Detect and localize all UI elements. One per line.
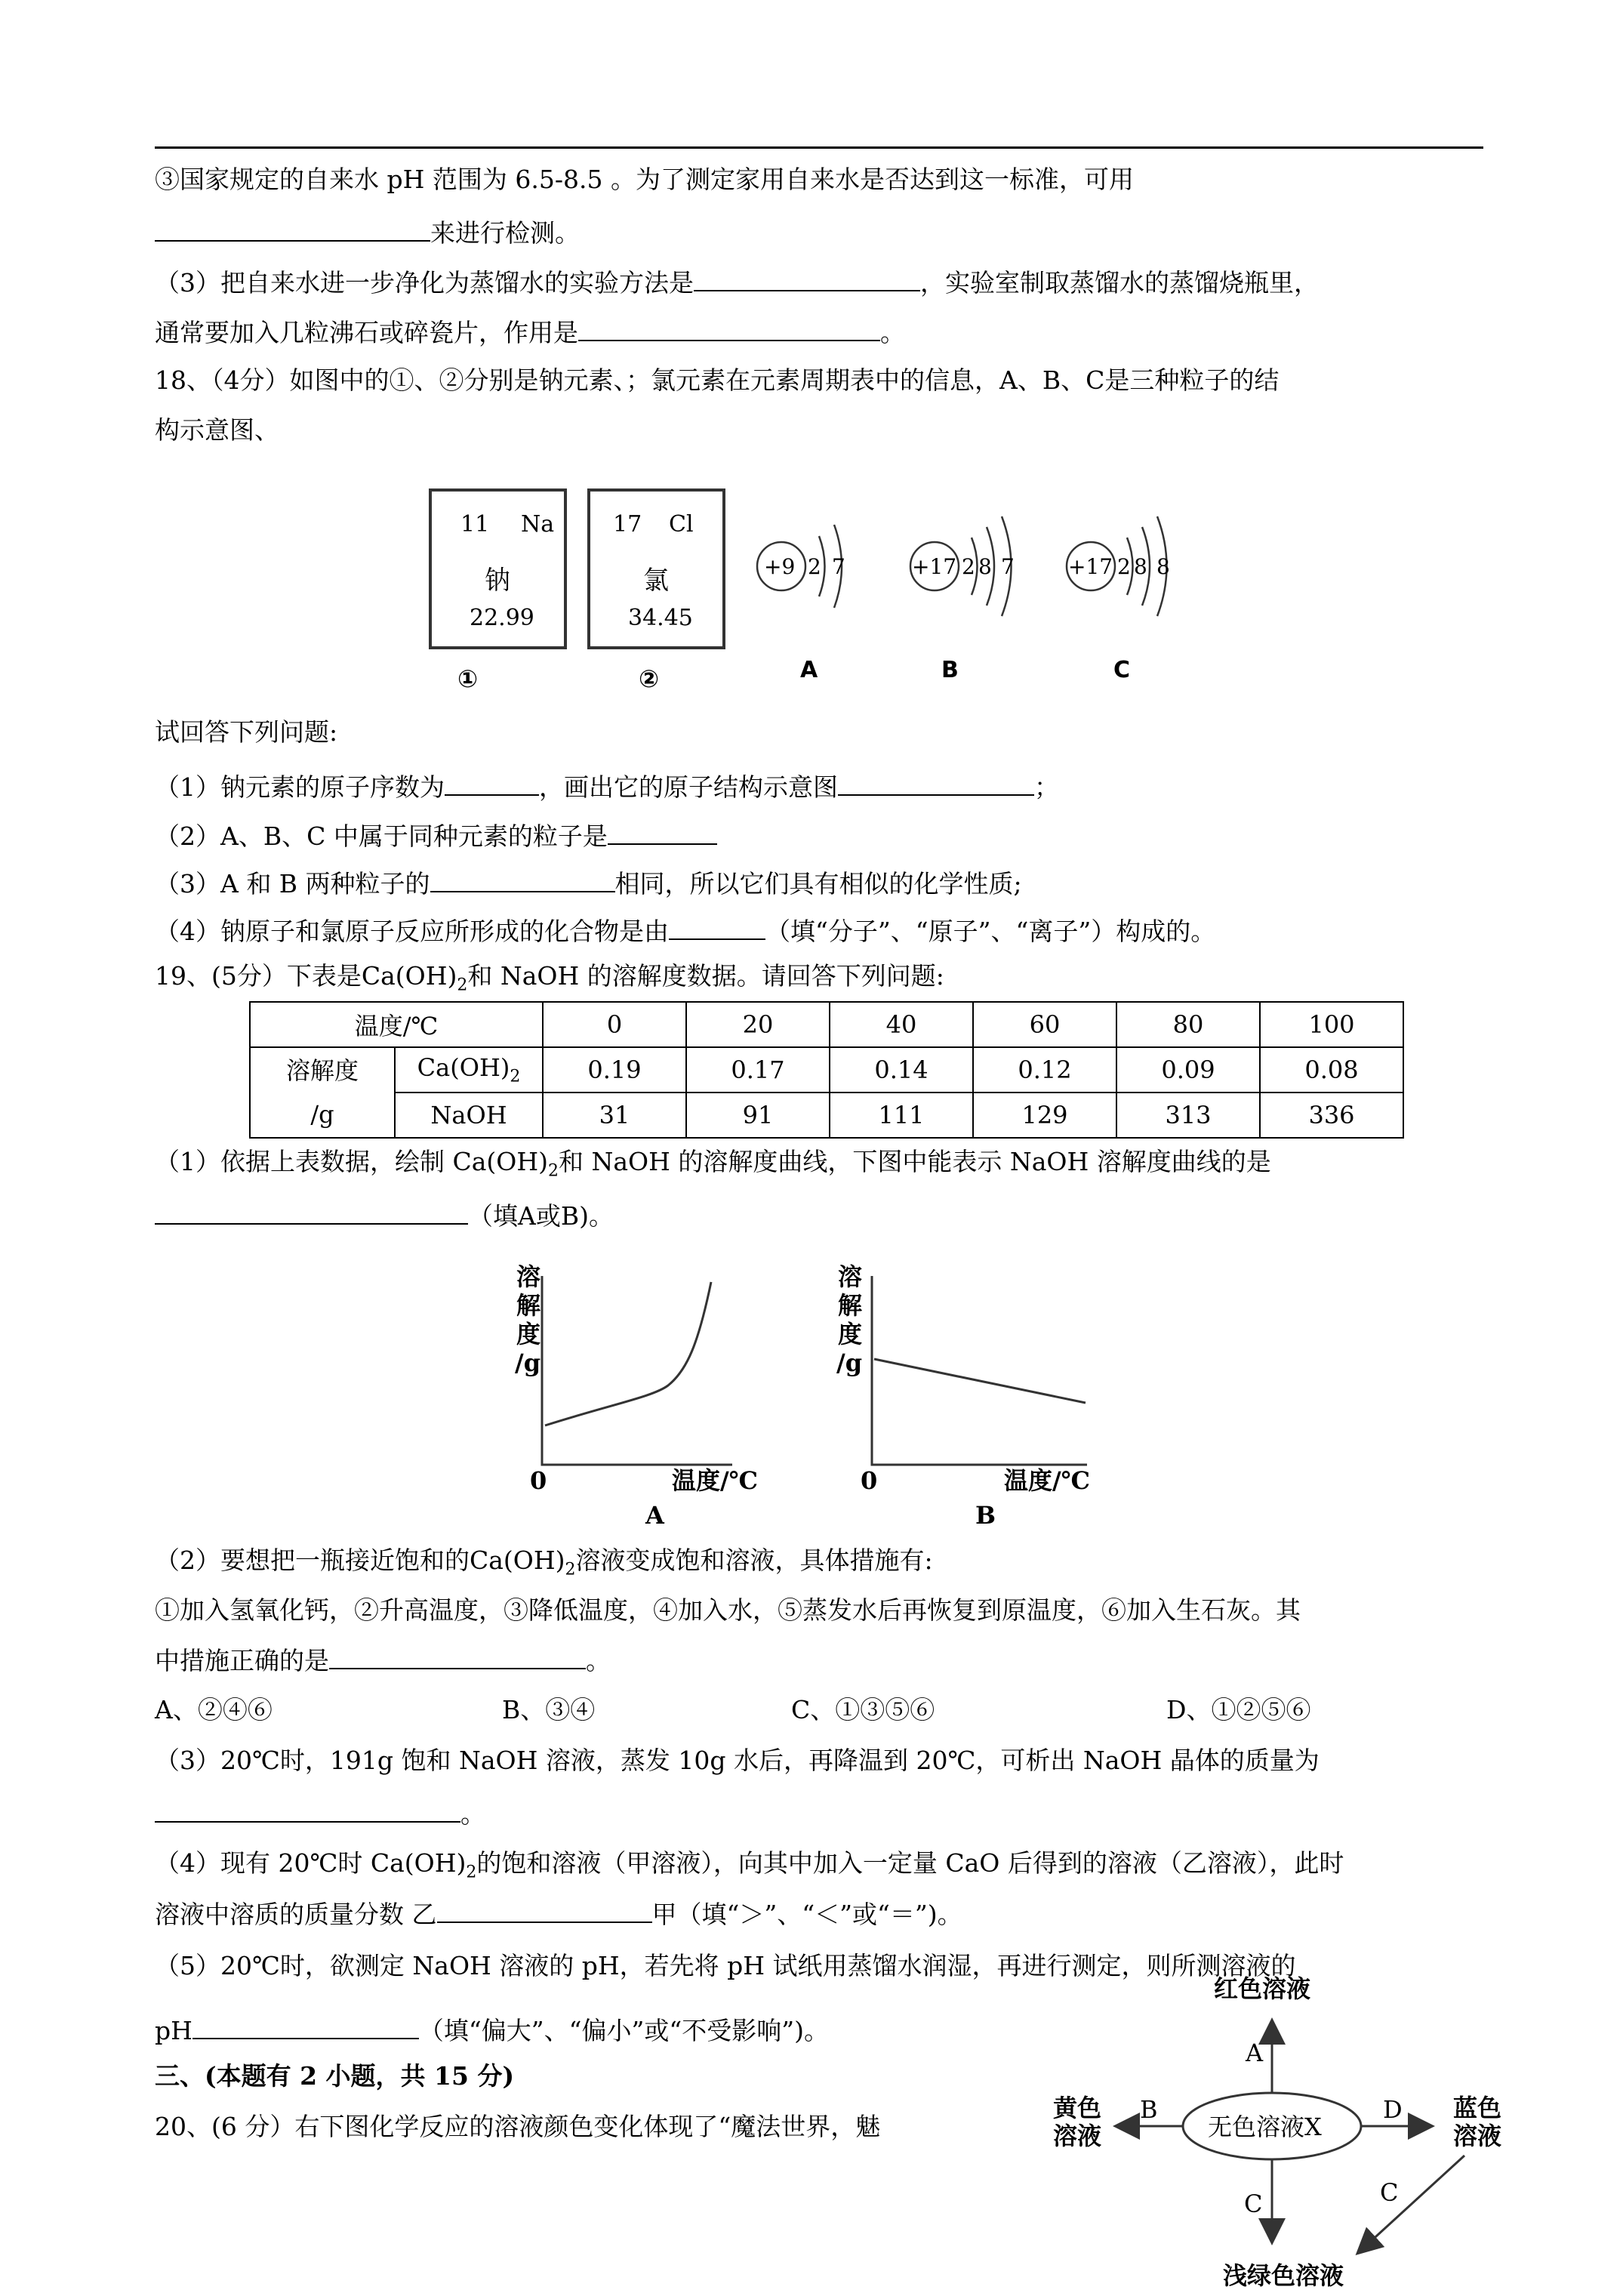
atom-c-shell-1: 2: [1117, 554, 1131, 579]
svg-text:A: A: [645, 1501, 664, 1530]
q19-part3: （3）20℃时，191g 饱和 NaOH 溶液，蒸发 10g 水后，再降温到 20℃，可析出 NaOH 晶体的质量为: [155, 1746, 1320, 1775]
choice-d[interactable]: D、①②⑤⑥: [1166, 1695, 1311, 1724]
q19-stem: 19、(5分）下表是$Ca(OH)_2$和 NaOH 的溶解度数据。请回答下列问题:: [155, 961, 944, 995]
q19-part3-2: 。: [155, 1795, 485, 1831]
card-label-1: ①: [457, 664, 479, 693]
q18-part4: （4）钠原子和氯原子反应所形成的化合物是由 （填“分子”、“原子”、“离子”）构成的。: [155, 913, 1215, 948]
atom-structure-diagrams: [747, 483, 1230, 695]
arrow-a-label: A: [1246, 2039, 1264, 2067]
table-row: 温度/℃ 0 20 40 60 80 100: [250, 1002, 1403, 1047]
blue-solution-1: 蓝色: [1453, 2094, 1502, 2122]
q18-stem: 18、（4分）如图中的①、②分别是钠元素、；氯元素在元素周期表中的信息，A、B、C是三种粒子的结: [155, 365, 1280, 395]
periodic-card-cl: 17 Cl 氯 34.45: [587, 488, 725, 649]
atom-b-shell-1: 2: [962, 554, 975, 579]
svg-text:0: 0: [861, 1466, 878, 1495]
q19-part1-2: （填A或B)。: [155, 1197, 614, 1233]
answer-blank[interactable]: [669, 913, 765, 940]
solubility-table: [249, 1001, 1404, 1139]
atom-b-shell-3: 7: [1001, 554, 1015, 579]
q19-part4: （4）现有 20℃时 $Ca(OH)_2$的饱和溶液（甲溶液），向其中加入一定量 CaO 后得到的溶液（乙溶液），此时: [155, 1848, 1344, 1882]
tap-water-ph-line: ③国家规定的自来水 pH 范围为 6.5-8.5 。为了测定家用自来水是否达到这一标准，可用: [155, 165, 1134, 194]
svg-text:溶: 溶: [516, 1262, 541, 1291]
q19-part4-2: 溶液中溶质的质量分数 乙 甲（填“＞”、“＜”或“＝”)。: [155, 1896, 962, 1931]
choice-c[interactable]: C、①③⑤⑥: [791, 1695, 935, 1724]
answer-blank[interactable]: [155, 214, 430, 242]
svg-text:温度/℃: 温度/℃: [672, 1466, 759, 1495]
q18-part3: （3）A 和 B 两种粒子的 相同，所以它们具有相似的化学性质;: [155, 865, 1022, 901]
atom-c-label: C: [1113, 657, 1131, 683]
atom-c-nucleus: +17: [1068, 554, 1113, 579]
solubility-label: 溶解度 /g: [250, 1047, 395, 1138]
answer-blank[interactable]: [578, 314, 880, 341]
answer-blank[interactable]: [192, 2012, 419, 2039]
blue-solution-2: 溶液: [1453, 2122, 1502, 2150]
solubility-graphs: [506, 1253, 1140, 1533]
svg-text:度: 度: [516, 1320, 541, 1348]
q19-part1: （1）依据上表数据，绘制 $Ca(OH)_2$和 NaOH 的溶解度曲线，下图中能表示 NaOH 溶解度曲线的是: [155, 1147, 1271, 1181]
answer-blank[interactable]: [437, 1896, 652, 1923]
answer-blank[interactable]: [430, 865, 615, 892]
card-label-2: ②: [639, 664, 660, 693]
distill-question: （3）把自来水进一步净化为蒸馏水的实验方法是 ，实验室制取蒸馏水的蒸馏烧瓶里，: [155, 264, 1319, 300]
answer-blank[interactable]: [155, 1197, 468, 1225]
light-green-solution: 浅绿色溶液: [1223, 2261, 1344, 2290]
table-row: 溶解度 /g $Ca(OH)_2$ 0.19 0.17 0.14 0.12 0.09 0.08: [250, 1047, 1403, 1093]
arrow-b-label: B: [1140, 2095, 1158, 2124]
colorless-solution-x: 无色溶液X: [1208, 2113, 1322, 2141]
answer-blank[interactable]: [608, 818, 717, 845]
answer-blank[interactable]: [694, 264, 920, 291]
q18-part1: （1）钠元素的原子序数为 ，画出它的原子结构示意图 ；: [155, 769, 1059, 804]
arrow-c-label-2: C: [1380, 2178, 1399, 2207]
svg-text:解: 解: [516, 1291, 541, 1320]
q19-part5: （5）20℃时，欲测定 NaOH 溶液的 pH，若先将 pH 试纸用蒸馏水润湿，再进行测定，则所测溶液的: [155, 1951, 1296, 1980]
section-3-heading: 三、(本题有 2 小题，共 15 分): [155, 2061, 515, 2091]
naoh-label: NaOH: [395, 1093, 543, 1138]
distill-question-2: 通常要加入几粒沸石或碎瓷片，作用是 。: [155, 314, 905, 350]
tap-water-ph-line2: 来进行检测。: [155, 214, 580, 250]
atom-a-shell-1: 2: [808, 554, 821, 579]
q19-part2-answer: 中措施正确的是 。: [155, 1642, 611, 1678]
answer-blank[interactable]: [838, 769, 1034, 796]
q19-part2-options: ①加入氢氧化钙，②升高温度，③降低温度，④加入水，⑤蒸发水后再恢复到原温度，⑥加入生石灰。其: [155, 1595, 1301, 1625]
svg-text:温度/℃: 温度/℃: [1004, 1466, 1091, 1495]
choice-b[interactable]: B、③④: [502, 1695, 596, 1724]
arrow-d-label: D: [1383, 2095, 1403, 2124]
q18-prompt: 试回答下列问题:: [155, 717, 338, 747]
header-rule: [155, 146, 1483, 149]
svg-text:溶: 溶: [838, 1262, 863, 1291]
temp-header: 温度/℃: [250, 1002, 543, 1047]
table-row: NaOH 31 91 111 129 313 336: [250, 1093, 1403, 1138]
atom-c-shell-3: 8: [1156, 554, 1170, 579]
atom-a-shell-2: 7: [832, 554, 845, 579]
yellow-solution-2: 溶液: [1053, 2122, 1102, 2150]
answer-blank[interactable]: [155, 1795, 460, 1823]
svg-text:/g: /g: [836, 1348, 863, 1377]
atom-b-label: B: [941, 657, 959, 683]
red-solution: 红色溶液: [1214, 1974, 1311, 2003]
yellow-solution-1: 黄色: [1053, 2094, 1102, 2122]
svg-text:/g: /g: [515, 1348, 541, 1377]
q18-stem-2: 构示意图、: [155, 415, 279, 445]
q19-part2: （2）要想把一瓶接近饱和的$Ca(OH)_2$溶液变成饱和溶液，具体措施有:: [155, 1546, 933, 1579]
choice-a[interactable]: A、②④⑥: [155, 1695, 273, 1724]
q19-part5-2: pH （填“偏大”、“偏小”或“不受影响”)。: [155, 2012, 829, 2048]
svg-text:解: 解: [838, 1291, 863, 1320]
periodic-card-na: 11 Na 钠 22.99: [429, 488, 567, 649]
q20-stem: 20、(6 分）右下图化学反应的溶液颜色变化体现了“魔法世界，魅: [155, 2112, 881, 2141]
atom-b-shell-2: 8: [978, 554, 992, 579]
arrow-c-label-1: C: [1244, 2190, 1263, 2218]
atom-a-nucleus: +9: [764, 554, 796, 579]
svg-text:0: 0: [530, 1466, 547, 1495]
atom-b-nucleus: +17: [912, 554, 957, 579]
answer-blank[interactable]: [445, 769, 539, 796]
answer-blank[interactable]: [329, 1642, 586, 1669]
atom-a-label: A: [800, 657, 818, 683]
atom-c-shell-2: 8: [1134, 554, 1147, 579]
color-change-diagram: [1042, 1963, 1510, 2296]
q18-part2: （2）A、B、C 中属于同种元素的粒子是: [155, 818, 717, 853]
svg-text:B: B: [975, 1501, 996, 1530]
svg-text:度: 度: [838, 1320, 863, 1348]
caoh-label: $Ca(OH)_2$: [395, 1047, 543, 1093]
